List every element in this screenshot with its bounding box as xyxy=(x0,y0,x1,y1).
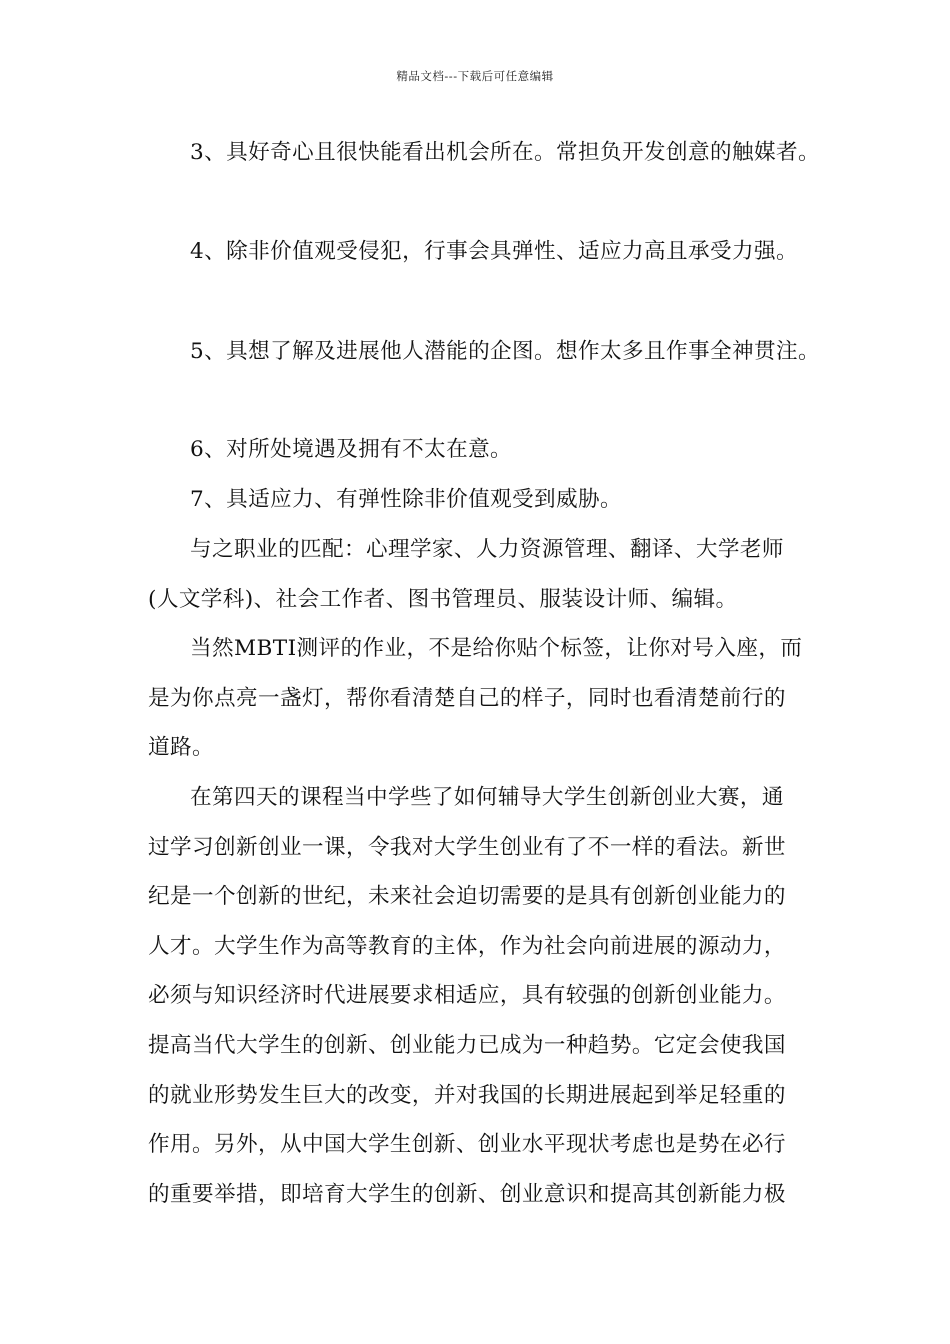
course-paragraph-line-8: 作用。另外，从中国大学生创新、创业水平现状考虑也是势在必行 xyxy=(148,1132,786,1157)
career-match-line-2: (人文学科)、社会工作者、图书管理员、服装设计师、编辑。 xyxy=(148,587,738,612)
course-paragraph-line-2: 过学习创新创业一课，令我对大学生创业有了不一样的看法。新世 xyxy=(148,835,786,860)
course-paragraph-line-4: 人才。大学生作为高等教育的主体，作为社会向前进展的源动力， xyxy=(148,934,786,959)
course-paragraph-line-5: 必须与知识经济时代进展要求相适应，具有较强的创新创业能力。 xyxy=(148,983,786,1008)
list-item-5: 5、具想了解及进展他人潜能的企图。想作太多且作事全神贯注。 xyxy=(190,339,820,364)
list-item-4: 4、除非价值观受侵犯，行事会具弹性、适应力高且承受力强。 xyxy=(190,239,798,264)
course-paragraph-line-7: 的就业形势发生巨大的改变，并对我国的长期进展起到举足轻重的 xyxy=(148,1083,786,1108)
course-paragraph-line-6: 提高当代大学生的创新、创业能力已成为一种趋势。它定会使我国 xyxy=(148,1033,786,1058)
list-item-3: 3、具好奇心且很快能看出机会所在。常担负开发创意的触媒者。 xyxy=(190,140,820,165)
course-paragraph-line-1: 在第四天的课程当中学些了如何辅导大学生创新创业大赛，通 xyxy=(190,785,784,810)
course-paragraph-line-3: 纪是一个创新的世纪，未来社会迫切需要的是具有创新创业能力的 xyxy=(148,884,786,909)
course-paragraph-line-9: 的重要举措，即培育大学生的创新、创业意识和提高其创新能力极 xyxy=(148,1182,786,1207)
page-header: 精品文档---下载后可任意编辑 xyxy=(396,69,554,83)
mbti-paragraph-line-3: 道路。 xyxy=(148,735,214,760)
mbti-paragraph-line-1: 当然MBTI测评的作业，不是给你贴个标签，让你对号入座，而 xyxy=(190,636,803,661)
list-item-7: 7、具适应力、有弹性除非价值观受到威胁。 xyxy=(190,487,623,512)
career-match-line-1: 与之职业的匹配：心理学家、人力资源管理、翻译、大学老师 xyxy=(190,537,784,562)
mbti-paragraph-line-2: 是为你点亮一盏灯，帮你看清楚自己的样子，同时也看清楚前行的 xyxy=(148,686,786,711)
list-item-6: 6、对所处境遇及拥有不太在意。 xyxy=(190,437,513,462)
